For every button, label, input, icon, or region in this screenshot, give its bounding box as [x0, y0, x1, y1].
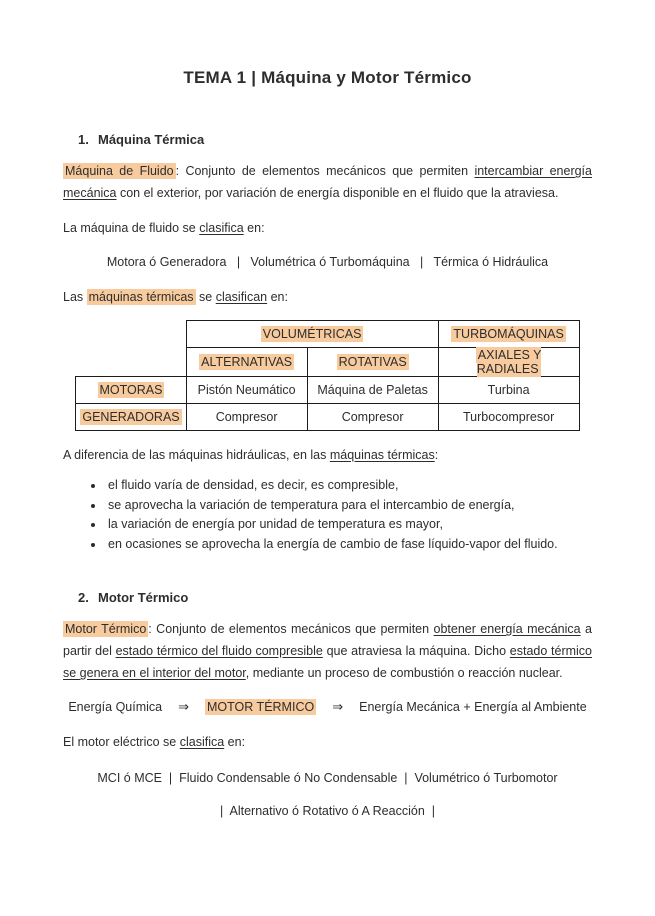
clasifica-intro: [63, 217, 592, 239]
table-row: [76, 404, 579, 431]
table-cell: Compresor: [186, 404, 307, 431]
definition-motor-termico: [63, 618, 592, 684]
table-row: [76, 321, 579, 348]
table-group-header-volumetricas: [186, 321, 438, 348]
arrow-right-icon: ⇒: [332, 699, 344, 714]
thermal-machines-table: [75, 320, 579, 431]
underlined-phrase: máquinas térmicas: [329, 448, 435, 462]
paragraph-text: , mediante un proceso de combustión o reacción nuclear.: [245, 666, 563, 680]
table-cell: Pistón Neumático: [186, 377, 307, 404]
paragraph-text: Las: [63, 290, 87, 304]
underlined-phrase: clasifica: [199, 221, 244, 235]
highlighted-header: GENERADORAS: [82, 410, 180, 424]
paragraph-text: La máquina de fluido se: [63, 221, 200, 235]
section-1-title: Máquina Térmica: [98, 132, 205, 147]
paragraph-text: se: [195, 290, 216, 304]
highlighted-header: ALTERNATIVAS: [201, 355, 293, 369]
paragraph-text: en:: [224, 735, 246, 749]
thermal-machine-properties-list: [63, 476, 592, 554]
table-rowheader-motoras: [76, 377, 186, 404]
table-cell: Turbina: [438, 377, 579, 404]
paragraph-text: A diferencia de las máquinas hidráulicas, en las: [63, 448, 330, 462]
section-2-number: 2.: [78, 590, 89, 605]
table-cell: Turbocompresor: [438, 404, 579, 431]
flow-input: Energía Química: [68, 700, 163, 714]
table-rowheader-generadoras: [76, 404, 186, 431]
flow-output: Energía Mecánica + Energía al Ambiente: [359, 700, 587, 714]
paragraph-text: en:: [243, 221, 265, 235]
energy-flow-diagram: [63, 696, 592, 718]
underlined-phrase: obtener energía mecánica: [433, 622, 581, 636]
list-item: • el fluido varía de densidad, es decir, es compresible,: [105, 476, 592, 496]
list-item: • se aprovecha la variación de temperatura para el intercambio de energía,: [105, 496, 592, 516]
section-1-number: 1.: [78, 132, 89, 147]
difference-intro: [63, 444, 592, 466]
highlighted-term: máquinas térmicas: [88, 290, 194, 304]
underlined-phrase: clasifican: [215, 290, 268, 304]
list-item: • en ocasiones se aprovecha la energía de cambio de fase líquido-vapor del fluido.: [105, 535, 592, 555]
section-2-heading: [63, 590, 592, 605]
paragraph-text: : Conjunto de elementos mecánicos que permiten: [148, 622, 434, 636]
table-empty-corner: [76, 321, 186, 377]
maquinas-termicas-intro: [63, 286, 592, 308]
paragraph-text: en:: [267, 290, 288, 304]
table-row: [76, 377, 579, 404]
motor-clasifica-intro: [63, 731, 592, 753]
underlined-phrase: estado térmico del fluido compresible: [115, 644, 323, 658]
table-cell: Compresor: [307, 404, 438, 431]
highlighted-header: TURBOMÁQUINAS: [453, 327, 564, 341]
table-subheader-axiales: [438, 348, 579, 377]
highlighted-term: Motor Térmico: [65, 622, 147, 636]
highlighted-header: AXIALES Y RADIALES: [476, 348, 542, 376]
underlined-phrase: estado térmico se genera en el interior del motor: [63, 644, 593, 680]
fluid-machine-classification-line: Motora ó Generadora | Volumétrica ó Turbomáquina | Térmica ó Hidráulica: [106, 255, 549, 269]
paragraph-text: que atraviesa la máquina. Dicho: [322, 644, 510, 658]
motor-classification-line-1: MCI ó MCE | Fluido Condensable ó No Condensable | Volumétrico ó Turbomotor: [97, 771, 558, 785]
table-subheader-rotativas: [307, 348, 438, 377]
flow-core-highlighted: MOTOR TÉRMICO: [207, 700, 315, 714]
section-1-heading: [63, 132, 592, 147]
underlined-phrase: intercambiar energía mecánica: [63, 164, 592, 200]
table-cell: Máquina de Paletas: [307, 377, 438, 404]
document-page: [0, 68, 655, 822]
table-subheader-alternativas: [186, 348, 307, 377]
highlighted-header: ROTATIVAS: [338, 355, 407, 369]
paragraph-text: con el exterior, por variación de energía disponible en el fluido que la atraviesa.: [116, 186, 559, 200]
paragraph-text: a partir del: [63, 622, 592, 658]
paragraph-text: : Conjunto de elementos mecánicos que permiten: [175, 164, 475, 178]
paragraph-text: :: [434, 448, 439, 462]
definition-maquina-de-fluido: [63, 160, 592, 204]
page-title: TEMA 1 | Máquina y Motor Térmico: [183, 68, 472, 87]
arrow-right-icon: ⇒: [178, 699, 190, 714]
section-2-title: Motor Térmico: [98, 590, 189, 605]
underlined-phrase: clasifica: [179, 735, 225, 749]
paragraph-text: El motor eléctrico se: [63, 735, 180, 749]
highlighted-term: Máquina de Fluido: [65, 164, 174, 178]
highlighted-header: VOLUMÉTRICAS: [262, 327, 362, 341]
list-item: • la variación de energía por unidad de temperatura es mayor,: [105, 515, 592, 535]
table-group-header-turbomaquinas: [438, 321, 579, 348]
highlighted-header: MOTORAS: [99, 383, 163, 397]
motor-classification-line-2: | Alternativo ó Rotativo ó A Reacción |: [220, 804, 435, 818]
